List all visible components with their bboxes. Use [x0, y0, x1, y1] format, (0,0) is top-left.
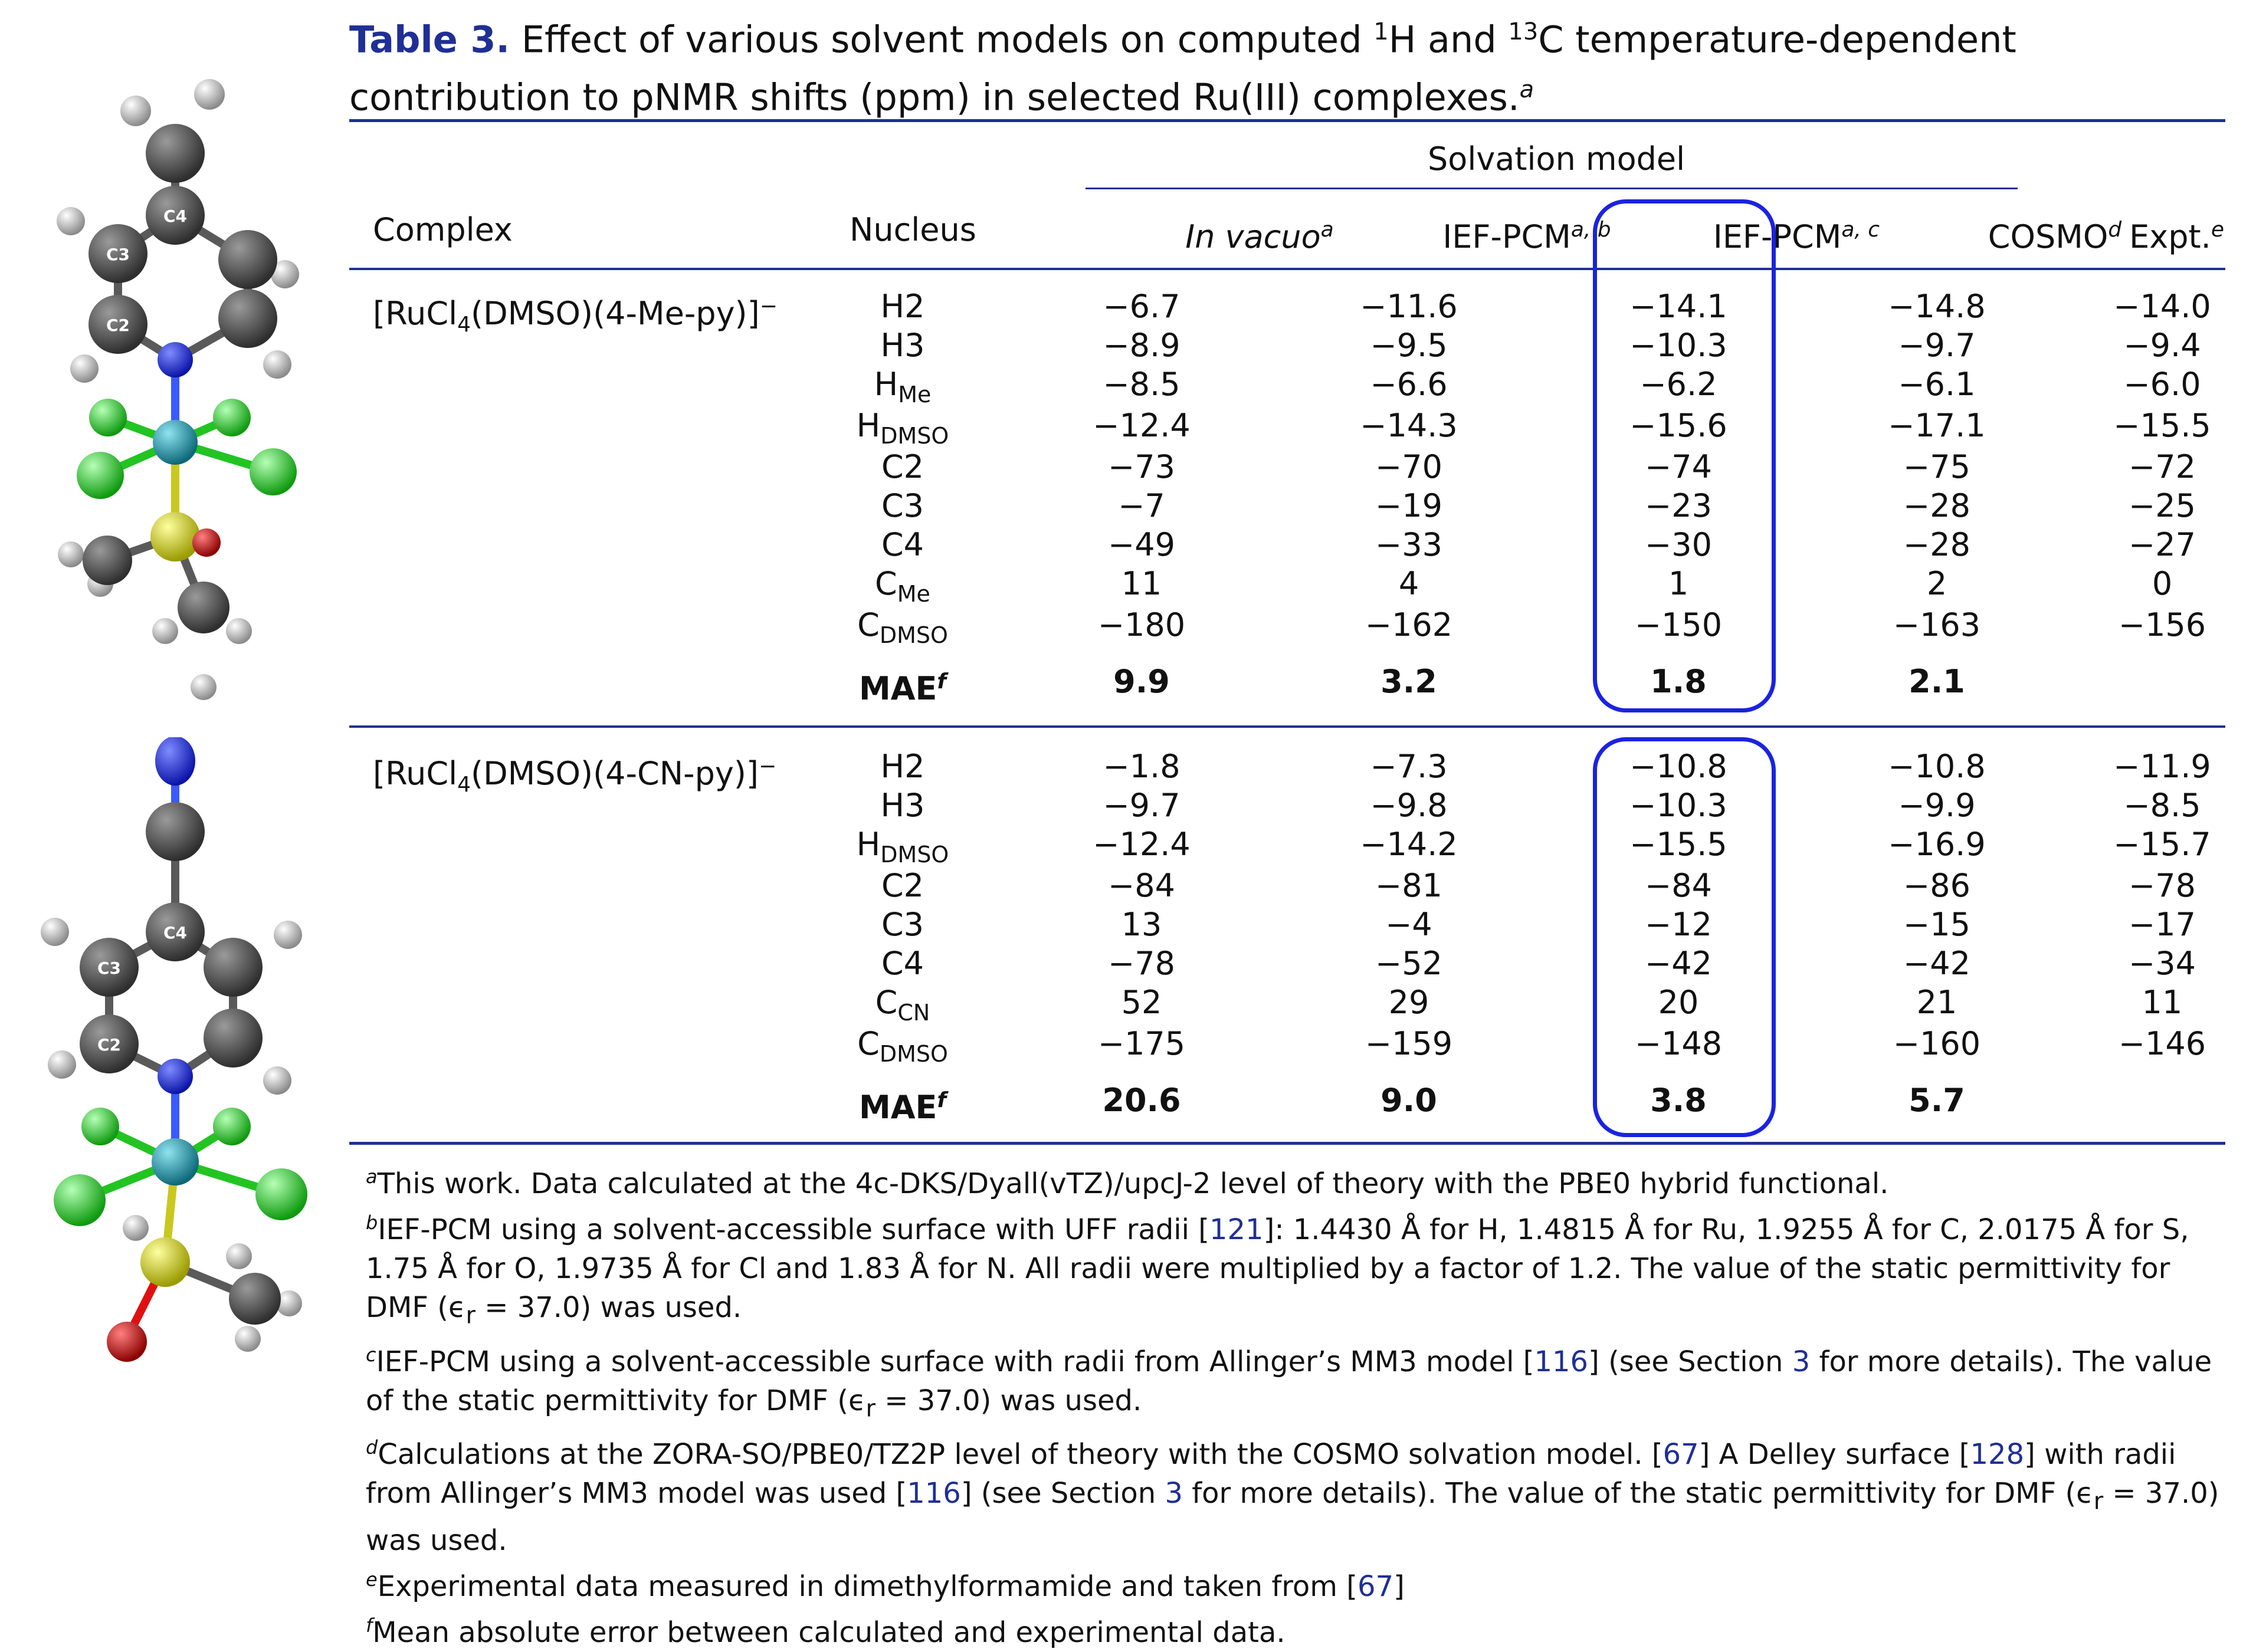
value-cell: −148: [1634, 1025, 1723, 1062]
bottom-rule: [349, 1142, 2225, 1145]
value-cell: 29: [1388, 984, 1429, 1021]
footnote-a: $^a$This work. Data calculated at the 4c-DKS/Dyall(vTZ)/upcJ-2 level of theory with the PBE0 hybrid functional.: [366, 1165, 1889, 1200]
col-header-cosmo: COSMO$^d$: [1988, 218, 2122, 255]
value-cell: −9.7: [1103, 787, 1180, 824]
value-cell: −8.5: [1103, 366, 1180, 403]
value-cell: −6.6: [1370, 366, 1448, 403]
value-cell: −19: [1375, 487, 1442, 524]
section-link[interactable]: 3: [1792, 1345, 1811, 1378]
value-cell: −7.3: [1370, 748, 1448, 785]
highlight-ief-pcm-mm3-section2: [1593, 737, 1776, 1137]
nucleus-cell: $C_{Me}$: [875, 565, 930, 607]
value-cell: 0: [2152, 565, 2173, 602]
footnote-f: $^f$Mean absolute error between calculated and experimental data.: [366, 1614, 1286, 1649]
footnote-b: $^b$IEF-PCM using a solvent-accessible surface with UFF radii [121]: 1.4430 Å for H, 1.4815 Å for Ru, 1.9255 Å for C, 2.0175 Å for S, 1.75 Å for O, 1.9735 Å for Cl and 1.83 Å for N. All radii were multiplied by a factor of 1.2. The value of the static permittivity for DMF $(\epsilon_r = 37.0)$ was used.: [366, 1211, 2189, 1329]
solvation-model-header: Solvation model: [1428, 140, 1685, 178]
nucleus-cell: $H_{Me}$: [874, 366, 932, 408]
value-cell: −12.4: [1093, 826, 1191, 863]
nucleus-cell: C2: [881, 867, 924, 904]
value-cell: −7: [1118, 487, 1165, 524]
nucleus-cell: H2: [880, 748, 925, 785]
value-cell: −23: [1645, 487, 1712, 524]
value-cell: −163: [1893, 606, 1981, 643]
c2-label: C2: [106, 316, 130, 335]
section-link[interactable]: 3: [1165, 1477, 1183, 1510]
nucleus-cell: $C_{DMSO}$: [857, 1025, 948, 1067]
value-cell: −14.1: [1629, 288, 1727, 325]
value-cell: 11: [2142, 984, 2183, 1021]
value-cell: −84: [1645, 867, 1712, 904]
value-cell: −33: [1375, 526, 1442, 563]
mae-value: 9.9: [1113, 663, 1170, 700]
footnote-c: $^c$IEF-PCM using a solvent-accessible surface with radii from Allinger’s MM3 model [116] (see Section 3 for more details). The value of the static permittivity for DMF $(\epsilon_r = 37.0)$ was used.: [366, 1343, 2212, 1423]
nucleus-cell: H2: [880, 288, 925, 325]
mae-value: 3.2: [1380, 663, 1437, 700]
c3-label: C3: [106, 245, 130, 264]
value-cell: −52: [1375, 945, 1442, 982]
nucleus-cell: C2: [881, 448, 924, 485]
c3-label: C3: [97, 958, 122, 978]
value-cell: −15.5: [1629, 826, 1727, 863]
mae-value: 5.7: [1908, 1082, 1965, 1119]
value-cell: −16.9: [1888, 826, 1986, 863]
footnote-e: $^e$Experimental data measured in dimethylformamide and taken from [67]: [366, 1568, 1405, 1603]
value-cell: −86: [1903, 867, 1970, 904]
nucleus-cell: $C_{CN}$: [875, 984, 930, 1026]
ref-link[interactable]: 67: [1662, 1438, 1699, 1472]
atoms: [41, 737, 307, 1362]
value-cell: −6.0: [2123, 366, 2201, 403]
value-cell: −15.5: [2113, 407, 2211, 444]
nucleus-cell: C4: [881, 945, 924, 982]
value-cell: −9.5: [1370, 327, 1448, 364]
value-cell: −14.2: [1360, 826, 1458, 863]
table-caption: Table 3. Effect of various solvent models on computed $^1$H and $^{13}$C temperature-dependent contribution to pNMR shifts (ppm) in selected Ru(III) complexes.$^a$: [349, 18, 2016, 119]
ref-link[interactable]: 116: [907, 1477, 961, 1510]
value-cell: −14.0: [2113, 288, 2211, 325]
value-cell: −15.6: [1629, 407, 1727, 444]
value-cell: −74: [1645, 448, 1712, 485]
value-cell: −78: [1108, 945, 1175, 982]
value-cell: −30: [1645, 526, 1712, 563]
nucleus-header: Nucleus: [850, 211, 976, 248]
value-cell: −27: [2129, 526, 2196, 563]
value-cell: −10.8: [1888, 748, 1986, 785]
highlight-ief-pcm-mm3-section1: [1593, 199, 1776, 712]
value-cell: −25: [2129, 487, 2196, 524]
top-rule: [349, 119, 2225, 122]
value-cell: 13: [1121, 906, 1162, 943]
value-cell: −10.8: [1629, 748, 1727, 785]
value-cell: −10.3: [1629, 787, 1727, 824]
value-cell: −9.9: [1898, 787, 1976, 824]
value-cell: −6.1: [1898, 366, 1976, 403]
value-cell: −160: [1893, 1025, 1981, 1062]
value-cell: −42: [1645, 945, 1712, 982]
value-cell: −6.7: [1103, 288, 1180, 325]
value-cell: −75: [1903, 448, 1970, 485]
value-cell: −4: [1385, 906, 1432, 943]
value-cell: −81: [1375, 867, 1442, 904]
value-cell: −175: [1097, 1025, 1186, 1062]
value-cell: −162: [1365, 606, 1453, 643]
complex-label-me-py: [RuCl$_4$(DMSO)(4-Me-py)]−: [373, 294, 778, 337]
mae-value: 2.1: [1908, 663, 1965, 700]
value-cell: −72: [2129, 448, 2196, 485]
footnote-d: $^d$Calculations at the ZORA-SO/PBE0/TZ2P level of theory with the COSMO solvation model. [67] A Delley surface [128] with radii from Allinger’s MM3 model was used [116] (see Section 3 for more details). The value of the static permittivity for DMF $(\epsilon_r = 37.0)$ was used.: [366, 1436, 2219, 1557]
value-cell: 1: [1668, 565, 1689, 602]
mae-value: 20.6: [1102, 1082, 1181, 1119]
value-cell: −159: [1365, 1025, 1453, 1062]
value-cell: −12: [1645, 906, 1712, 943]
nucleus-cell: H3: [880, 327, 925, 364]
col-header-expt: Expt.$^e$: [2129, 218, 2224, 255]
value-cell: −8.5: [2123, 787, 2201, 824]
value-cell: 11: [1121, 565, 1162, 602]
nucleus-cell: H3: [880, 787, 925, 824]
value-cell: −146: [2118, 1025, 2206, 1062]
value-cell: −9.4: [2123, 327, 2201, 364]
value-cell: 4: [1398, 565, 1419, 602]
footnotes: [366, 1157, 2230, 1652]
value-cell: −42: [1903, 945, 1970, 982]
header-rule: [349, 268, 2225, 270]
col-header-in-vacuo: In vacuo$^a$: [1185, 218, 1334, 255]
value-cell: −9.8: [1370, 787, 1448, 824]
molecule-4-cn-py: [0, 737, 354, 1398]
value-cell: −10.3: [1629, 327, 1727, 364]
nucleus-cell: $H_{DMSO}$: [856, 826, 949, 868]
ref-link[interactable]: 128: [1970, 1438, 2025, 1472]
ref-link[interactable]: 116: [1534, 1345, 1589, 1378]
mae-value: 1.8: [1650, 663, 1707, 700]
value-cell: −180: [1097, 606, 1186, 643]
molecule-4-me-py: [0, 65, 354, 725]
value-cell: −156: [2118, 606, 2206, 643]
value-cell: −28: [1903, 487, 1970, 524]
mae-value: 3.8: [1650, 1082, 1707, 1119]
value-cell: −14.3: [1360, 407, 1458, 444]
nucleus-cell: C3: [881, 487, 924, 524]
col-header-ief-pcm-uff: IEF-PCM$^{a, b}$: [1442, 218, 1611, 255]
value-cell: −78: [2129, 867, 2196, 904]
nucleus-cell: C3: [881, 906, 924, 943]
mae-value: 9.0: [1380, 1082, 1437, 1119]
value-cell: −73: [1108, 448, 1175, 485]
value-cell: −49: [1108, 526, 1175, 563]
value-cell: −12.4: [1093, 407, 1191, 444]
value-cell: −17: [2129, 906, 2196, 943]
value-cell: −15.7: [2113, 826, 2211, 863]
group-rule: [1086, 188, 2018, 189]
mae-label: MAE$^f$: [858, 669, 947, 707]
mae-label: MAE$^f$: [858, 1088, 947, 1126]
col-header-ief-pcm-mm3: IEF-PCM$^{a, c}$: [1713, 218, 1880, 255]
complex-header: Complex: [373, 211, 513, 248]
value-cell: 52: [1121, 984, 1162, 1021]
value-cell: −28: [1903, 526, 1970, 563]
value-cell: −84: [1108, 867, 1175, 904]
ref-link[interactable]: 67: [1357, 1569, 1394, 1603]
value-cell: 21: [1916, 984, 1957, 1021]
c4-label: C4: [163, 206, 188, 226]
c4-label: C4: [163, 923, 188, 942]
value-cell: −70: [1375, 448, 1442, 485]
complex-label-cn-py: [RuCl$_4$(DMSO)(4-CN-py)]−: [373, 754, 777, 797]
nucleus-cell: C4: [881, 526, 924, 563]
value-cell: −14.8: [1888, 288, 1986, 325]
value-cell: −15: [1903, 906, 1970, 943]
value-cell: −8.9: [1103, 327, 1180, 364]
section-rule: [349, 725, 2225, 728]
value-cell: −6.2: [1639, 366, 1717, 403]
value-cell: −11.9: [2113, 748, 2211, 785]
value-cell: −34: [2129, 945, 2196, 982]
value-cell: 20: [1658, 984, 1699, 1021]
table-number: Table 3.: [349, 18, 510, 61]
value-cell: −11.6: [1360, 288, 1458, 325]
value-cell: −17.1: [1888, 407, 1986, 444]
nucleus-cell: $C_{DMSO}$: [857, 606, 948, 648]
nucleus-cell: $H_{DMSO}$: [856, 407, 949, 449]
ref-link[interactable]: 121: [1209, 1213, 1264, 1246]
value-cell: −1.8: [1103, 748, 1180, 785]
value-cell: −9.7: [1898, 327, 1976, 364]
value-cell: 2: [1926, 565, 1947, 602]
c2-label: C2: [97, 1035, 122, 1055]
value-cell: −150: [1634, 606, 1723, 643]
